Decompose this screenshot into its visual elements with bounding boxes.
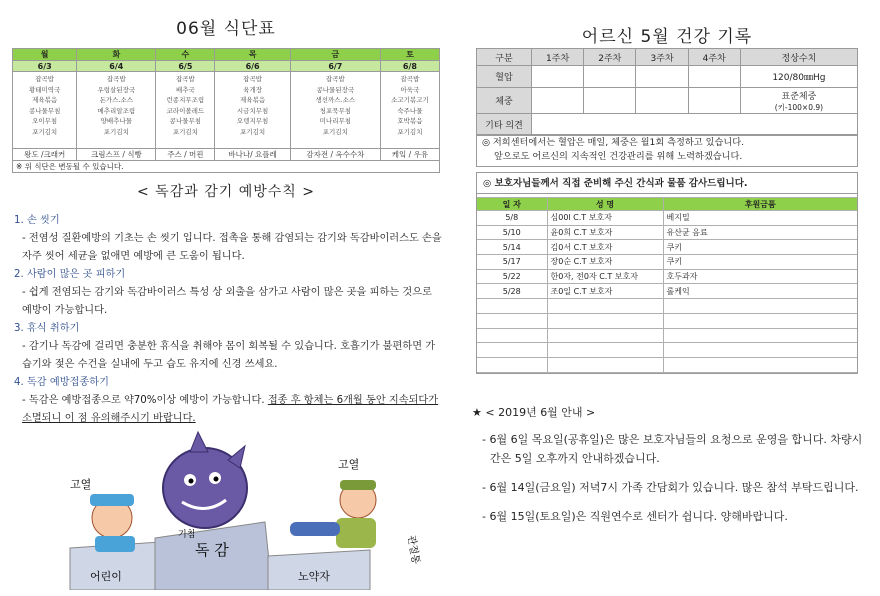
flu-section [14, 212, 442, 428]
flu-label: 독 감 [195, 541, 229, 559]
menu-item: 시금치무침 [236, 106, 269, 115]
menu-date: 6/4 [77, 61, 156, 72]
health-normal-formula: (키-100×0.9) [774, 102, 824, 112]
health-row [477, 114, 858, 136]
donation-date: 5/14 [477, 240, 547, 255]
donation-item: 쿠키 [663, 240, 857, 255]
menu-item: 잡곡밥 [35, 75, 55, 83]
donation-table [477, 197, 857, 373]
donation-row [477, 269, 857, 284]
menu-day: 월 [13, 49, 77, 61]
donation-name [547, 357, 663, 372]
menu-item: 포기김치 [240, 127, 266, 136]
menu-item: 오이무침 [32, 117, 58, 125]
menu-item: 오뎅지무침 [236, 117, 269, 125]
donation-row [477, 357, 857, 372]
elder-character [290, 480, 376, 548]
menu-snack: 크림스프 / 식빵 [77, 149, 156, 161]
donation-date: 5/17 [477, 255, 547, 270]
menu-date: 6/3 [13, 61, 77, 72]
donation-name [547, 299, 663, 314]
donation-item [663, 328, 857, 343]
donation-col: 성 명 [547, 198, 663, 211]
donation-date: 5/28 [477, 284, 547, 299]
menu-day: 화 [77, 49, 156, 61]
donation-title: ◎ 보호자님들께서 직접 준비해 주신 간식과 물품 감사드립니다. [477, 173, 857, 194]
menu-item: 메추리알조림 [97, 106, 136, 115]
donation-row [477, 284, 857, 299]
fever-label-2: 고열 [338, 458, 360, 471]
health-normal: 120/80㎜Hg [740, 66, 857, 88]
menu-item: 런종지무조림 [166, 96, 205, 104]
health-col: 1주차 [532, 49, 584, 66]
health-row-label: 혈압 [477, 66, 532, 88]
flu-heading-3: 3. 휴식 취하기 [14, 323, 80, 334]
menu-item: 콩나물된장국 [316, 85, 355, 94]
menu-item: 우렁살된장국 [97, 85, 136, 94]
menu-item: 잡곡밥 [175, 75, 195, 83]
menu-items-cell [380, 72, 439, 149]
menu-item: 제육볶음 [32, 96, 58, 104]
donation-date: 5/8 [477, 211, 547, 226]
donation-name: 장0순 C.T 보호자 [547, 255, 663, 270]
donation-date [477, 328, 547, 343]
menu-item: 양배추나물 [100, 117, 133, 125]
donation-item: 호두과자 [663, 269, 857, 284]
flu-paragraph-4 [14, 392, 442, 428]
menu-items-cell [156, 72, 215, 149]
donation-row [477, 240, 857, 255]
menu-snack: 왕도 /크래커 [13, 149, 77, 161]
menu-item: 콩나물무침 [169, 117, 202, 125]
donation-item: 유산균 음료 [663, 225, 857, 240]
donation-name [547, 313, 663, 328]
menu-day: 토 [380, 49, 439, 61]
flu-title: < 독감과 감기 예방수칙 > [137, 184, 315, 200]
donation-item: 롤케익 [663, 284, 857, 299]
june-item-3: - 6월 15일(토요일)은 직원연수로 센터가 쉽니다. 양해바랍니다. [482, 510, 788, 523]
flu-heading-4: 4. 독감 예방접종하기 [14, 377, 109, 388]
donation-name [547, 343, 663, 358]
flu-heading-1: 1. 손 씻기 [14, 215, 60, 226]
june-item-2: - 6월 14일(금요일) 저녁7시 가족 간담회가 있습니다. 많은 참석 부탁드립니다. [482, 481, 859, 494]
menu-item: 잡곡밥 [400, 75, 420, 83]
health-note-line-1: ◎ 저희센터에서는 혈압은 매일, 체중은 월1회 측정하고 있습니다. [482, 137, 745, 148]
menu-item: 잡곡밥 [243, 75, 263, 83]
flu-heading-2: 2. 사람이 많은 곳 피하기 [14, 269, 126, 280]
menu-item: 포기김치 [172, 127, 198, 136]
menu-items-cell [13, 72, 77, 149]
fever-label-1: 고열 [70, 478, 92, 491]
health-row [477, 66, 858, 88]
menu-day: 금 [290, 49, 380, 61]
menu-item: 소고기볶고기 [391, 96, 429, 104]
menu-item: 포기김치 [397, 127, 423, 136]
menu-item: 황태미역국 [28, 85, 61, 94]
health-normal-cell [740, 88, 857, 114]
child-label: 어린이 [90, 570, 122, 583]
donation-item [663, 357, 857, 372]
menu-snack-row [13, 149, 440, 161]
health-row-label: 체중 [477, 88, 532, 114]
menu-item: 돈가스.소스 [99, 96, 134, 104]
health-row [477, 88, 858, 114]
menu-item: 콩나물무침 [28, 106, 61, 115]
donation-row [477, 225, 857, 240]
menu-snack: 바나나/ 요플레 [215, 149, 290, 161]
donation-item [663, 299, 857, 314]
menu-item: 포기김치 [322, 127, 348, 136]
menu-items-cell [77, 72, 156, 149]
health-col: 2주차 [584, 49, 636, 66]
menu-note-row [13, 161, 440, 173]
menu-day: 목 [215, 49, 290, 61]
menu-item: 배추국 [175, 85, 195, 94]
flu-paragraph-1: - 전염성 질환예방의 기초는 손 씻기 입니다. 접촉을 통해 감염되는 감기와 독감바이러스도 손을 자주 씻어 세균을 없애면 예방에 큰 도움이 됩니다. [22, 233, 442, 262]
donation-name [547, 328, 663, 343]
june-item-1: - 6월 6일 목요일(공휴일)은 많은 보호자님들의 요청으로 운영을 합니다. 차량시간은 5일 오후까지 안내하겠습니다. [482, 433, 863, 465]
donation-row [477, 255, 857, 270]
menu-item: 미나리무침 [319, 117, 352, 125]
donation-item: 쿠키 [663, 255, 857, 270]
health-normal: 표준체중 [781, 91, 817, 102]
menu-snack: 케잌 / 우유 [380, 149, 439, 161]
health-col: 정상수치 [740, 49, 857, 66]
donation-col: 일 자 [477, 198, 547, 211]
donation-row [477, 313, 857, 328]
menu-snack: 주스 / 머핀 [156, 149, 215, 161]
donation-name: 김0서 C.T 보호자 [547, 240, 663, 255]
menu-item: 생선까스.소스 [315, 96, 356, 104]
donation-name: 조0일 C.T 보호자 [547, 284, 663, 299]
virus-character [163, 432, 247, 528]
health-row-label: 기타 의견 [477, 114, 532, 136]
menu-note: ※ 위 식단은 변동될 수 있습니다. [13, 161, 440, 173]
donation-date [477, 343, 547, 358]
menu-date-row [13, 61, 440, 72]
menu-items-cell [215, 72, 290, 149]
menu-item: 제육볶음 [240, 96, 266, 104]
menu-items-cell [290, 72, 380, 149]
health-header-row [477, 49, 858, 66]
menu-date: 6/7 [290, 61, 380, 72]
elder-label: 노약자 [298, 570, 330, 583]
menu-items-row [13, 72, 440, 149]
health-col: 4주차 [688, 49, 740, 66]
donation-date [477, 357, 547, 372]
menu-date: 6/5 [156, 61, 215, 72]
flu-illustration [40, 430, 440, 590]
menu-item: 코라이볼레드 [166, 106, 205, 115]
june-notice [472, 403, 864, 536]
menu-day-row [13, 49, 440, 61]
cough-label: 기침 [178, 530, 196, 540]
menu-item: 육개장 [243, 85, 263, 94]
donation-name: 윤0희 C.T 보호자 [547, 225, 663, 240]
health-note-line-2: 앞으로도 어르신의 지속적인 건강관리를 위해 노력하겠습니다. [494, 151, 743, 162]
donation-row [477, 211, 857, 226]
health-normal [532, 114, 858, 136]
donation-date [477, 299, 547, 314]
donation-name: 한0자, 전0자 C.T 보호자 [547, 269, 663, 284]
menu-date: 6/8 [380, 61, 439, 72]
menu-item: 잡곡밥 [106, 75, 126, 83]
donation-date: 5/10 [477, 225, 547, 240]
donation-row [477, 343, 857, 358]
menu-item: 숙주나물 [397, 106, 423, 115]
menu-table [12, 48, 440, 173]
health-table [476, 48, 858, 136]
donation-header-row [477, 198, 857, 211]
donation-name: 심00l C.T 보호자 [547, 211, 663, 226]
flu-paragraph-3: - 감기나 독감에 걸리면 충분한 휴식을 취해야 몸이 회복될 수 있습니다. 호흡기가 불편하면 가습기와 젖은 수건을 실내에 두고 습도 유지에 신경 쓰세요. [22, 341, 436, 370]
donation-date: 5/22 [477, 269, 547, 284]
menu-item: 호박볶음 [397, 117, 423, 125]
menu-title: 06월 식단표 [176, 19, 276, 39]
menu-date: 6/6 [215, 61, 290, 72]
donation-col: 후원금품 [663, 198, 857, 211]
menu-day: 수 [156, 49, 215, 61]
donation-row [477, 328, 857, 343]
donation-item [663, 313, 857, 328]
donation-item: 베지밀 [663, 211, 857, 226]
donation-row [477, 299, 857, 314]
health-col: 3주차 [636, 49, 688, 66]
donation-box [476, 172, 858, 374]
menu-item: 아욱국 [400, 85, 420, 94]
menu-item: 잡곡밥 [325, 75, 345, 83]
menu-item: 청포묵무침 [319, 106, 352, 115]
donation-item [663, 343, 857, 358]
health-col: 구분 [477, 49, 532, 66]
menu-item: 포기김치 [103, 127, 129, 136]
donation-date [477, 313, 547, 328]
joint-pain-label: 관절통 [405, 534, 421, 566]
flu-paragraph-4b: 접종 후 항체는 6개월 동안 지속되다가 소멸되니 이 점 유의해주시기 바랍니다. [22, 395, 439, 424]
health-title: 어르신 5월 건강 기록 [581, 27, 753, 47]
flu-paragraph-2: - 쉽게 전염되는 감기와 독감바이러스 특성 상 외출을 삼가고 사람이 많은 곳을 피하는 것으로 예방이 가능합니다. [22, 287, 432, 316]
child-character [90, 494, 135, 552]
menu-item: 포기김치 [32, 127, 58, 136]
june-title: ★ < 2019년 6월 안내 > [472, 406, 596, 419]
health-note [476, 134, 858, 167]
flu-paragraph-4a: - 독감은 예방접종으로 약70%이상 예방이 가능합니다. [22, 395, 268, 406]
menu-snack: 감자전 / 옥수수차 [290, 149, 380, 161]
